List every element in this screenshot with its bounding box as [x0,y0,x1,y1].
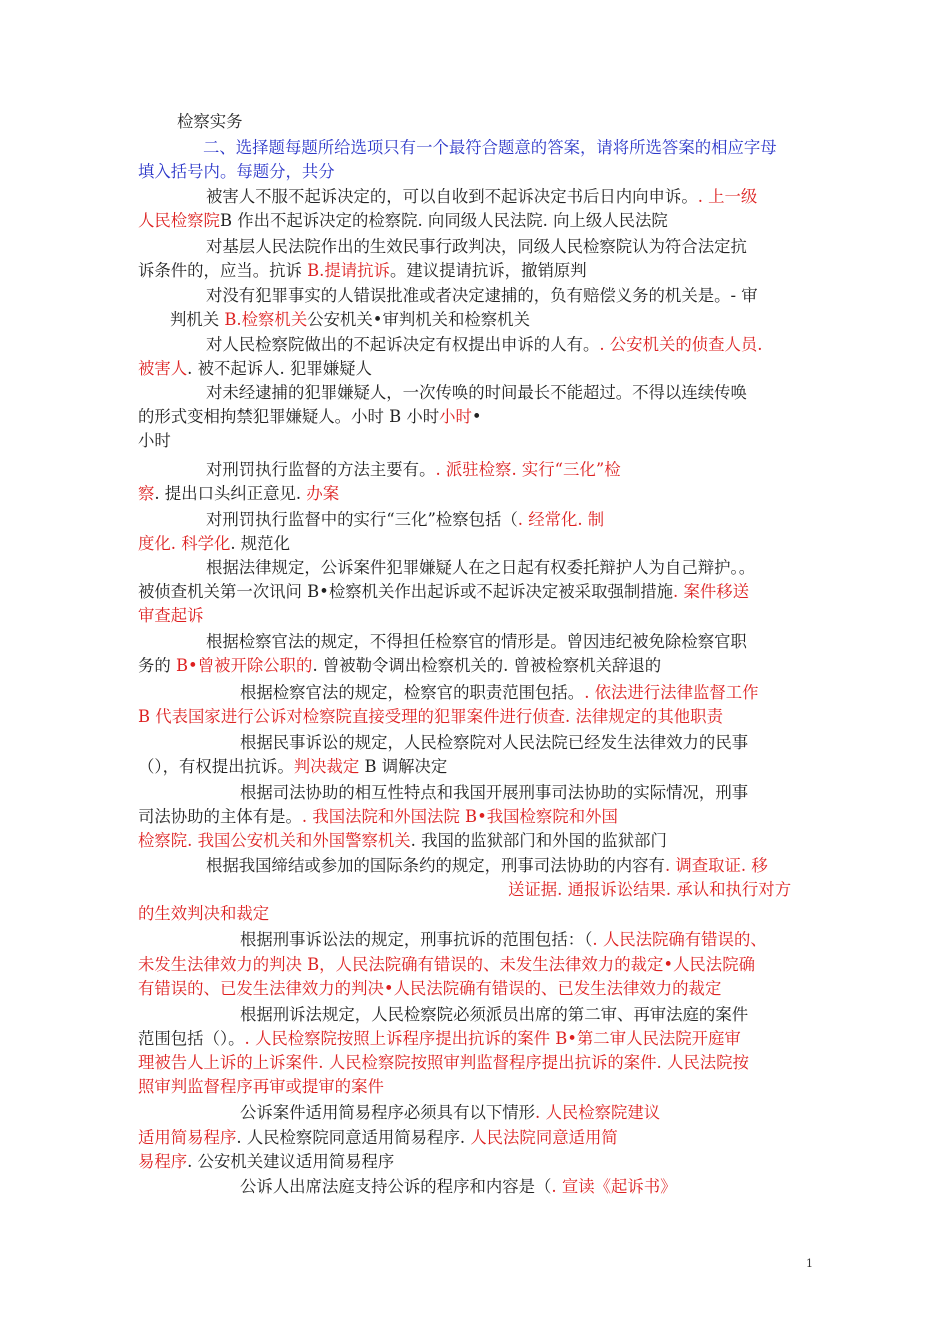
section-heading-text: 二、选择题每题所给选项只有一个最符合题意的答案，请将所选答案的相应字母 [203,138,777,157]
question-text: . 人民检察院同意适用简易程序. [236,1128,471,1147]
text-line [170,308,530,332]
question-text: （），有权提出抗诉。 [138,757,294,776]
text-line [138,1126,618,1150]
answer-text: 未发生法律效力的判决 B，人民法院确有错误的、未发生法律效力的裁定•人民法院确 [138,955,755,974]
text-line [138,805,618,829]
answer-text: 判决裁定 [293,757,360,776]
question-text: . 提出口头纠正意见. [154,484,307,503]
question-text: . 我国的监狱部门和外国的监狱部门 [410,831,667,850]
answer-text: 检察院. 我国公安机关和外国警察机关 [138,831,411,850]
answer-text: . 公安机关的侦查人员. [599,335,763,354]
text-line [177,110,243,134]
question-text: 对未经逮捕的犯罪嫌疑人，一次传唤的时间最长不能超过。不得以连续传唤 [206,383,747,402]
text-line [138,654,661,678]
question-text: 根据我国缔结或参加的国际条约的规定，刑事司法协助的内容有 [206,856,665,875]
answer-text: 人民法院同意适用简 [470,1128,618,1147]
text-line [138,604,204,628]
question-text: 对没有犯罪事实的人错误批准或者决定逮捕的，负有赔偿义务的机关是。- 审 [206,286,758,305]
text-line [206,185,757,209]
answer-text: . 上一级 [697,187,758,206]
answer-text: . 派驻检察. 实行“三化”检 [435,460,621,479]
page-number: 1 [806,1257,813,1270]
text-line [203,136,777,160]
text-line [240,681,759,705]
text-line [206,458,621,482]
text-line [206,381,747,405]
question-text: 检察实务 [177,112,243,131]
answer-text: . 我国法院和外国法院 B•我国检察院和外国 [301,807,618,826]
text-line [240,781,748,805]
answer-text: 审查起诉 [138,606,204,625]
question-text: . 曾被勒令调出检察机关的. 曾被检察机关辞退的 [312,656,662,675]
question-text: 对刑罚执行监督中的实行“三化”检察包括（ [206,510,518,529]
answer-text: . 依法进行法律监督工作 [584,683,759,702]
question-text: 。建议提请抗诉，撤销原判 [389,261,587,280]
answer-text: 的生效判决和裁定 [138,904,270,923]
question-text: 被害人不服不起诉决定的，可以自收到不起诉决定书后日内向申诉。 [206,187,698,206]
answer-text: 理被告人上诉的上诉案件. 人民检察院按照审判监督程序提出抗诉的案件. 人民法院按 [138,1053,749,1072]
question-text: . 规范化 [230,534,290,553]
question-text: 公诉案件适用简易程序必须具有以下情形 [240,1103,536,1122]
question-text: 对刑罚执行监督的方法主要有。 [206,460,436,479]
answer-text: . 人民法院确有错误的、 [592,930,767,949]
answer-text: 察 [138,484,155,503]
question-text: 务的 [138,656,176,675]
answer-text: 照审判监督程序再审或提审的案件 [138,1077,384,1096]
answer-text: B.检察机关 [224,310,308,329]
answer-text: 被害人 [138,359,188,378]
text-line [206,630,747,654]
question-text: 根据刑事诉讼法的规定，刑事抗诉的范围包括：（ [240,930,593,949]
text-line [138,705,723,729]
answer-text: . 宣读《起诉书》 [551,1177,677,1196]
question-text: 公诉人出席法庭支持公诉的程序和内容是（ [240,1177,552,1196]
text-line [138,1027,741,1051]
text-line [138,829,667,853]
text-line [138,209,668,233]
answer-text: B.提请抗诉 [307,261,390,280]
text-line [240,1175,677,1199]
question-text: 根据司法协助的相互性特点和我国开展刑事司法协助的实际情况，刑事 [240,783,749,802]
question-text: . 公安机关建议适用简易程序 [187,1152,395,1171]
text-line [138,1075,384,1099]
text-line [138,1150,394,1174]
answer-text: 送证据. 通报诉讼结果. 承认和执行对方 [508,880,792,899]
text-line [240,731,748,755]
answer-text: 适用简易程序 [138,1128,237,1147]
text-line [240,928,767,952]
answer-text: 办案 [306,484,340,503]
question-text: B 作出不起诉决定的检察院. 向同级人民法院. 向上级人民法院 [219,211,668,230]
text-line [240,1101,660,1125]
section-heading-text: 填入括号内。每题分，共分 [138,162,335,181]
question-text: . 被不起诉人. 犯罪嫌疑人 [187,359,372,378]
text-line [138,160,335,184]
question-text: 被侦查机关第一次讯问 B•检察机关作出起诉或不起诉决定被采取强制措施 [138,582,674,601]
answer-text: 有错误的、已发生法律效力的判决•人民法院确有错误的、已发生法律效力的裁定 [138,979,722,998]
text-line [138,259,587,283]
text-line [206,556,755,580]
text-line [206,333,763,357]
text-line [138,357,372,381]
answer-text: . 调查取证. 移 [664,856,768,875]
text-line [138,1051,749,1075]
answer-text: . 人民检察院按照上诉程序提出抗诉的案件 B•第二审人民法院开庭审 [244,1029,741,1048]
answer-text: 易程序 [138,1152,188,1171]
text-line [138,429,171,453]
answer-text: . 人民检察院建议 [535,1103,661,1122]
text-line [206,854,768,878]
text-line [206,508,604,532]
text-line [138,580,749,604]
answer-text: 人民检察院 [138,211,220,230]
answer-text: B•曾被开除公职的 [176,656,313,675]
answer-text: 小时 [439,407,472,426]
text-line [508,878,791,902]
answer-text: B 代表国家进行公诉对检察院直接受理的犯罪案件进行侦查. 法律规定的其他职责 [138,707,723,726]
question-text: B 调解决定 [359,757,448,776]
text-line [138,405,482,429]
question-text: 公安机关•审判机关和检察机关 [307,310,530,329]
question-text: 根据检察官法的规定，检察官的职责范围包括。 [240,683,585,702]
question-text: 范围包括（）。 [138,1029,245,1048]
text-line [138,902,269,926]
question-text: 的形式变相拘禁犯罪嫌疑人。小时 B 小时 [138,407,440,426]
question-text: 司法协助的主体有是。 [138,807,302,826]
text-line [138,953,755,977]
question-text: 对人民检察院做出的不起诉决定有权提出申诉的人有。 [206,335,600,354]
question-text: 根据刑诉法规定，人民检察院必须派员出席的第二审、再审法庭的案件 [240,1005,749,1024]
text-line [138,755,447,779]
text-line [206,284,758,308]
question-text: • [471,407,482,426]
text-line [240,1003,748,1027]
text-line [206,235,747,259]
question-text: 判机关 [170,310,225,329]
question-text: 根据检察官法的规定，不得担任检察官的情形是。曾因违纪被免除检察官职 [206,632,747,651]
text-line [138,532,290,556]
question-text: 小时 [138,431,171,450]
question-text: 对基层人民法院作出的生效民事行政判决，同级人民检察院认为符合法定抗 [206,237,747,256]
answer-text: . 经常化. 制 [517,510,605,529]
text-line [138,482,339,506]
question-text: 根据法律规定，公诉案件犯罪嫌疑人在之日起有权委托辩护人为自己辩护。。 [206,558,756,577]
question-text: 诉条件的，应当。抗诉 [138,261,308,280]
text-line [138,977,721,1001]
answer-text: . 案件移送 [673,582,750,601]
question-text: 根据民事诉讼的规定，人民检察院对人民法院已经发生法律效力的民事 [240,733,749,752]
answer-text: 度化. 科学化 [138,534,231,553]
